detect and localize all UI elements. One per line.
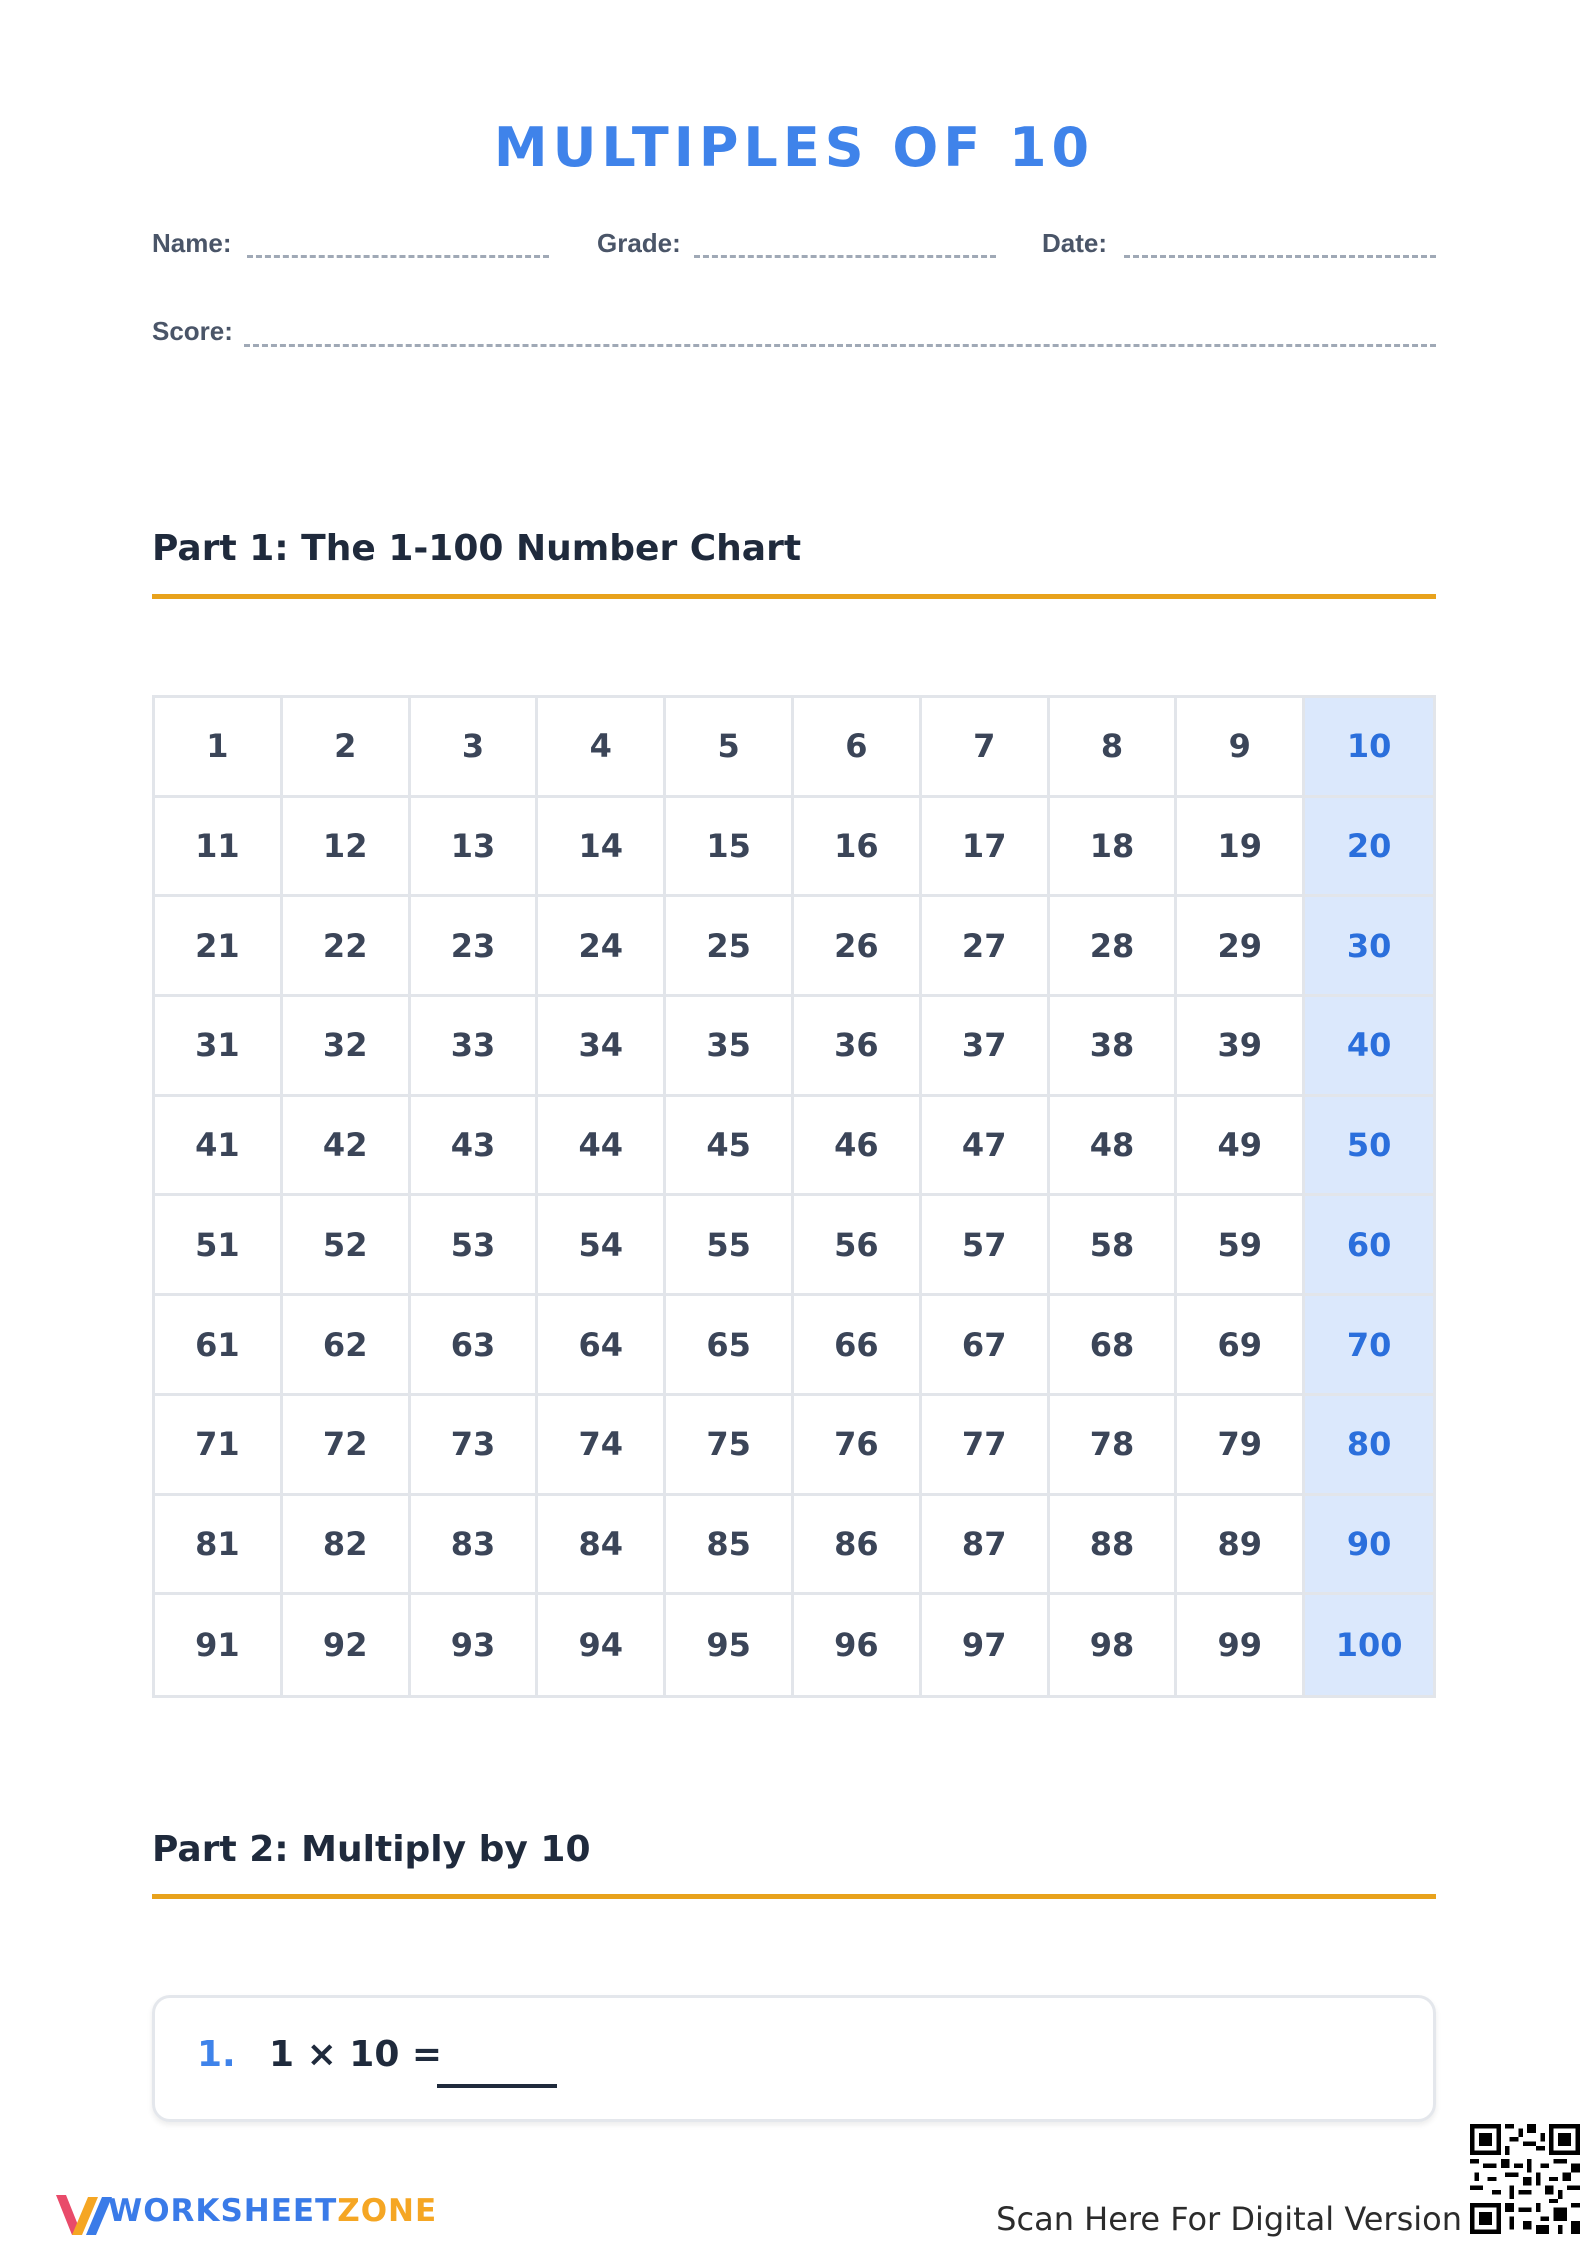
worksheet-title: MULTIPLES OF 10 xyxy=(493,116,1095,179)
chart-cell: 21 xyxy=(155,897,283,997)
chart-cell: 89 xyxy=(1177,1496,1305,1596)
chart-cell: 59 xyxy=(1177,1196,1305,1296)
chart-cell: 99 xyxy=(1177,1595,1305,1695)
chart-cell: 12 xyxy=(283,798,411,898)
chart-cell: 54 xyxy=(538,1196,666,1296)
chart-cell: 41 xyxy=(155,1097,283,1197)
chart-cell: 77 xyxy=(922,1396,1050,1496)
chart-cell: 72 xyxy=(283,1396,411,1496)
chart-cell: 92 xyxy=(283,1595,411,1695)
name-label: Name: xyxy=(152,228,232,258)
chart-cell: 66 xyxy=(794,1296,922,1396)
chart-cell: 69 xyxy=(1177,1296,1305,1396)
chart-cell: 19 xyxy=(1177,798,1305,898)
chart-cell: 51 xyxy=(155,1196,283,1296)
chart-cell: 31 xyxy=(155,997,283,1097)
chart-cell: 58 xyxy=(1050,1196,1178,1296)
chart-cell: 52 xyxy=(283,1196,411,1296)
chart-cell: 8 xyxy=(1050,698,1178,798)
chart-cell: 63 xyxy=(411,1296,539,1396)
question-card xyxy=(152,1995,1436,2122)
brand-part2: ZONE xyxy=(337,2193,438,2229)
brand-part1: WORKSHEET xyxy=(108,2193,338,2229)
chart-cell: 43 xyxy=(411,1097,539,1197)
date-field[interactable] xyxy=(1124,255,1436,258)
score-field[interactable] xyxy=(244,344,1436,347)
chart-cell-multiple-of-10: 10 xyxy=(1305,698,1433,798)
chart-cell-multiple-of-10: 70 xyxy=(1305,1296,1433,1396)
chart-cell: 4 xyxy=(538,698,666,798)
chart-cell: 79 xyxy=(1177,1396,1305,1496)
chart-cell-multiple-of-10: 30 xyxy=(1305,897,1433,997)
chart-cell: 27 xyxy=(922,897,1050,997)
chart-cell: 23 xyxy=(411,897,539,997)
chart-cell: 95 xyxy=(666,1595,794,1695)
chart-cell: 29 xyxy=(1177,897,1305,997)
brand-name[interactable] xyxy=(108,2193,437,2229)
chart-cell: 9 xyxy=(1177,698,1305,798)
chart-cell-multiple-of-10: 40 xyxy=(1305,997,1433,1097)
question-number: 1. xyxy=(197,2034,236,2075)
chart-cell: 2 xyxy=(283,698,411,798)
chart-cell: 76 xyxy=(794,1396,922,1496)
chart-cell: 97 xyxy=(922,1595,1050,1695)
date-label: Date: xyxy=(1042,228,1108,258)
chart-cell-multiple-of-10: 100 xyxy=(1305,1595,1433,1695)
chart-cell: 25 xyxy=(666,897,794,997)
chart-cell: 94 xyxy=(538,1595,666,1695)
chart-cell: 32 xyxy=(283,997,411,1097)
chart-cell: 47 xyxy=(922,1097,1050,1197)
chart-cell: 61 xyxy=(155,1296,283,1396)
chart-cell: 17 xyxy=(922,798,1050,898)
chart-cell: 62 xyxy=(283,1296,411,1396)
number-chart xyxy=(152,695,1436,1698)
chart-cell: 7 xyxy=(922,698,1050,798)
chart-cell: 18 xyxy=(1050,798,1178,898)
chart-cell: 15 xyxy=(666,798,794,898)
chart-cell: 45 xyxy=(666,1097,794,1197)
chart-cell: 28 xyxy=(1050,897,1178,997)
chart-cell: 64 xyxy=(538,1296,666,1396)
chart-cell: 82 xyxy=(283,1496,411,1596)
chart-cell: 22 xyxy=(283,897,411,997)
chart-cell: 42 xyxy=(283,1097,411,1197)
name-field[interactable] xyxy=(247,255,549,258)
chart-cell: 35 xyxy=(666,997,794,1097)
question-text: 1 × 10 = xyxy=(269,2034,443,2075)
scan-caption: Scan Here For Digital Version xyxy=(996,2200,1462,2238)
chart-cell: 57 xyxy=(922,1196,1050,1296)
chart-cell: 26 xyxy=(794,897,922,997)
chart-cell: 49 xyxy=(1177,1097,1305,1197)
part2-divider xyxy=(152,1894,1436,1899)
chart-cell: 53 xyxy=(411,1196,539,1296)
chart-cell: 93 xyxy=(411,1595,539,1695)
chart-cell: 48 xyxy=(1050,1097,1178,1197)
qr-code-icon[interactable] xyxy=(1470,2124,1580,2234)
chart-cell-multiple-of-10: 50 xyxy=(1305,1097,1433,1197)
chart-cell: 85 xyxy=(666,1496,794,1596)
chart-cell: 67 xyxy=(922,1296,1050,1396)
chart-cell-multiple-of-10: 60 xyxy=(1305,1196,1433,1296)
chart-cell: 74 xyxy=(538,1396,666,1496)
chart-cell: 86 xyxy=(794,1496,922,1596)
chart-cell: 88 xyxy=(1050,1496,1178,1596)
chart-cell: 84 xyxy=(538,1496,666,1596)
chart-cell-multiple-of-10: 20 xyxy=(1305,798,1433,898)
chart-cell: 46 xyxy=(794,1097,922,1197)
part2-title: Part 2: Multiply by 10 xyxy=(152,1829,591,1870)
chart-cell: 73 xyxy=(411,1396,539,1496)
chart-cell: 65 xyxy=(666,1296,794,1396)
score-label: Score: xyxy=(152,316,233,346)
chart-cell: 36 xyxy=(794,997,922,1097)
chart-cell: 11 xyxy=(155,798,283,898)
chart-cell: 3 xyxy=(411,698,539,798)
chart-cell: 83 xyxy=(411,1496,539,1596)
chart-cell: 37 xyxy=(922,997,1050,1097)
chart-cell: 24 xyxy=(538,897,666,997)
chart-cell-multiple-of-10: 90 xyxy=(1305,1496,1433,1596)
chart-cell: 81 xyxy=(155,1496,283,1596)
chart-cell: 68 xyxy=(1050,1296,1178,1396)
chart-cell: 33 xyxy=(411,997,539,1097)
chart-cell: 34 xyxy=(538,997,666,1097)
chart-cell: 87 xyxy=(922,1496,1050,1596)
chart-cell: 78 xyxy=(1050,1396,1178,1496)
answer-blank[interactable] xyxy=(437,2084,557,2088)
chart-cell: 91 xyxy=(155,1595,283,1695)
chart-cell: 1 xyxy=(155,698,283,798)
chart-cell: 71 xyxy=(155,1396,283,1496)
chart-cell: 38 xyxy=(1050,997,1178,1097)
chart-cell: 6 xyxy=(794,698,922,798)
chart-cell: 16 xyxy=(794,798,922,898)
chart-cell: 55 xyxy=(666,1196,794,1296)
chart-cell: 98 xyxy=(1050,1595,1178,1695)
chart-cell-multiple-of-10: 80 xyxy=(1305,1396,1433,1496)
part1-title: Part 1: The 1-100 Number Chart xyxy=(152,528,802,569)
chart-cell: 14 xyxy=(538,798,666,898)
chart-cell: 56 xyxy=(794,1196,922,1296)
grade-label: Grade: xyxy=(597,228,681,258)
chart-cell: 75 xyxy=(666,1396,794,1496)
chart-cell: 44 xyxy=(538,1097,666,1197)
chart-cell: 39 xyxy=(1177,997,1305,1097)
chart-cell: 5 xyxy=(666,698,794,798)
chart-cell: 13 xyxy=(411,798,539,898)
part1-divider xyxy=(152,594,1436,599)
grade-field[interactable] xyxy=(694,255,996,258)
chart-cell: 96 xyxy=(794,1595,922,1695)
